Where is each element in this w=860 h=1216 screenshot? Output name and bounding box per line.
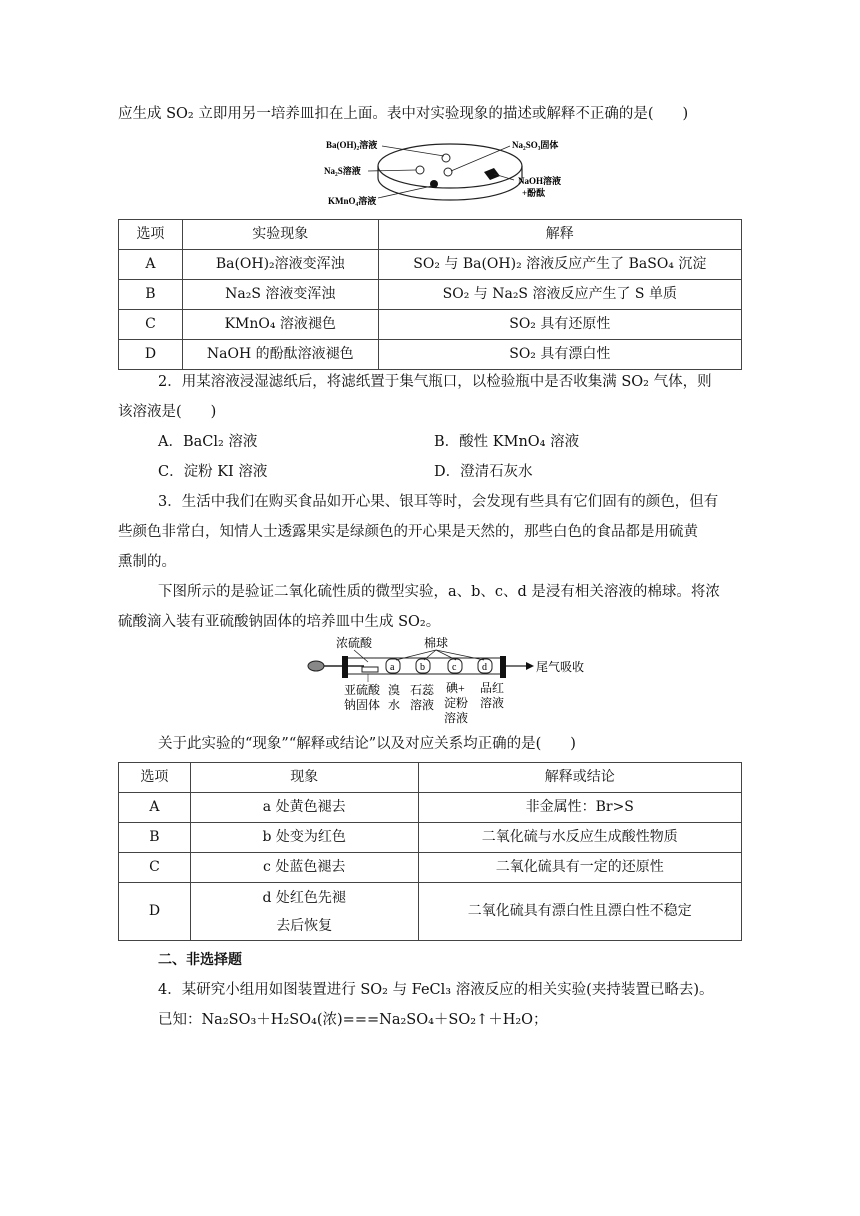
label-litmus-1: 石蕊 (410, 683, 435, 697)
dropper-bulb (308, 661, 324, 671)
stopper-left (342, 656, 348, 678)
table-cell-multiline (190, 883, 418, 941)
q1-th-phenomenon: 实验现象 (182, 220, 378, 250)
micro-experiment-figure (304, 634, 624, 730)
ball-b: b (420, 662, 425, 673)
q1-th-explanation: 解释 (378, 220, 741, 250)
table-cell: 二氧化硫具有漂白性且漂白性不稳定 (418, 883, 742, 941)
well-naoh (484, 168, 500, 180)
label-iodine-3: 溶液 (444, 711, 469, 725)
q4-line1: 4．某研究小组用如图装置进行 SO₂ 与 FeCl₃ 溶液反应的相关实验(夹持装置已略去)。 (158, 982, 714, 998)
ball-d: d (482, 662, 487, 673)
q2-line1: 2．用某溶液浸湿滤纸后，将滤纸置于集气瓶口，以检验瓶中是否收集满 SO₂ 气体，则 (158, 374, 712, 390)
section-heading: 二、非选择题 (158, 952, 242, 968)
table-cell: D (119, 340, 183, 370)
label-bromine-1: 溴 (388, 683, 401, 697)
arrow-head (526, 662, 534, 670)
q3-question: 关于此实验的“现象”“解释或结论”以及对应关系均正确的是( ) (158, 736, 576, 752)
well-center (444, 168, 452, 176)
label-solid-1: 亚硫酸 (344, 683, 381, 697)
label-solid-2: 钠固体 (344, 698, 381, 712)
row-d-phenomenon-line1: d 处红色先褪 (262, 889, 346, 906)
label-iodine-2: 淀粉 (444, 696, 469, 710)
table-cell: A (119, 250, 183, 280)
label-na2so3: Na₂SO₃固体 (512, 140, 559, 150)
well-kmno4 (430, 180, 438, 188)
q3-th-phenomenon: 现象 (190, 763, 418, 793)
row-d-phenomenon-line2: 去后恢复 (276, 917, 333, 934)
label-litmus-2: 溶液 (410, 698, 435, 712)
table-cell: B (119, 823, 191, 853)
table-row (119, 853, 742, 883)
q2-option-a: A．BaCl₂ 溶液 (158, 434, 258, 450)
q2-line2: 该溶液是( ) (118, 404, 217, 420)
label-naoh: NaOH溶液 (518, 176, 562, 186)
table-row (119, 250, 742, 280)
table-row (119, 310, 742, 340)
label-phenol: +酚酞 (522, 188, 546, 198)
table-cell: c 处蓝色褪去 (190, 853, 418, 883)
table-cell: C (119, 310, 183, 340)
q3-para2-line2: 硫酸滴入装有亚硫酸钠固体的培养皿中生成 SO₂。 (118, 614, 441, 630)
table-cell: D (119, 883, 191, 941)
table-cell: KMnO₄ 溶液褪色 (182, 310, 378, 340)
table-row (119, 883, 742, 941)
q2-option-d: D．澄清石灰水 (434, 464, 533, 480)
label-cotton: 棉球 (424, 636, 449, 650)
table-cell: C (119, 853, 191, 883)
label-tail: 尾气吸收 (536, 660, 585, 674)
table-cell: SO₂ 具有还原性 (378, 310, 741, 340)
table-cell: 非金属性：Br>S (418, 793, 742, 823)
label-iodine-1: 碘+ (446, 681, 465, 695)
table-cell: B (119, 280, 183, 310)
table-row (119, 280, 742, 310)
q1-intro: 应生成 SO₂ 立即用另一培养皿扣在上面。表中对实验现象的描述或解释不正确的是( ) (118, 106, 689, 122)
well-na2s (416, 166, 424, 174)
dish-side (378, 166, 522, 200)
q3-para1-line1: 3．生活中我们在购买食品如开心果、银耳等时，会发现有些具有它们固有的颜色，但有 (158, 494, 719, 510)
dish-top-ellipse (378, 144, 522, 188)
q3-th-conclusion: 解释或结论 (418, 763, 742, 793)
q3-table (118, 762, 742, 941)
q3-th-option: 选项 (119, 763, 191, 793)
table-row (119, 340, 742, 370)
q3-para2-line1: 下图所示的是验证二氧化硫性质的微型实验，a、b、c、d 是浸有相关溶液的棉球。将浓 (158, 584, 720, 600)
label-baoh2: Ba(OH)₂溶液 (326, 140, 378, 150)
petri-dish-figure (318, 134, 578, 214)
label-magenta-1: 品红 (480, 681, 505, 695)
q3-para1-line3: 熏制的。 (118, 554, 176, 570)
table-cell: Na₂S 溶液变浑浊 (182, 280, 378, 310)
q1-th-option: 选项 (119, 220, 183, 250)
table-cell: 二氧化硫具有一定的还原性 (418, 853, 742, 883)
well-baoh2 (442, 154, 450, 162)
table-row (119, 793, 742, 823)
q3-para1-line2: 些颜色非常白，知情人士透露果实是绿颜色的开心果是天然的，那些白色的食品都是用硫黄 (118, 524, 698, 540)
table-cell: a 处黄色褪去 (190, 793, 418, 823)
ball-a: a (390, 662, 395, 673)
table-cell: 二氧化硫与水反应生成酸性物质 (418, 823, 742, 853)
table-cell: b 处变为红色 (190, 823, 418, 853)
ball-c: c (452, 662, 457, 673)
q2-option-b: B．酸性 KMnO₄ 溶液 (434, 434, 580, 450)
table-row (119, 823, 742, 853)
q3-table-header-row (119, 763, 742, 793)
label-na2s: Na₂S溶液 (324, 166, 361, 176)
q1-table (118, 219, 742, 370)
table-cell: Ba(OH)₂溶液变浑浊 (182, 250, 378, 280)
stopper-right (500, 656, 506, 678)
table-cell: SO₂ 与 Ba(OH)₂ 溶液反应产生了 BaSO₄ 沉淀 (378, 250, 741, 280)
solid-sample (362, 667, 378, 672)
q2-option-c: C．淀粉 KI 溶液 (158, 464, 268, 480)
q1-table-header-row (119, 220, 742, 250)
table-cell: SO₂ 具有漂白性 (378, 340, 741, 370)
label-bromine-2: 水 (388, 698, 401, 712)
table-cell: SO₂ 与 Na₂S 溶液反应产生了 S 单质 (378, 280, 741, 310)
label-acid: 浓硫酸 (336, 636, 373, 650)
table-cell: NaOH 的酚酞溶液褪色 (182, 340, 378, 370)
q4-line2: 已知：Na₂SO₃＋H₂SO₄(浓)===Na₂SO₄＋SO₂↑＋H₂O； (158, 1012, 548, 1028)
table-cell: A (119, 793, 191, 823)
label-kmno4: KMnO₄溶液 (328, 196, 377, 206)
label-magenta-2: 溶液 (480, 696, 505, 710)
